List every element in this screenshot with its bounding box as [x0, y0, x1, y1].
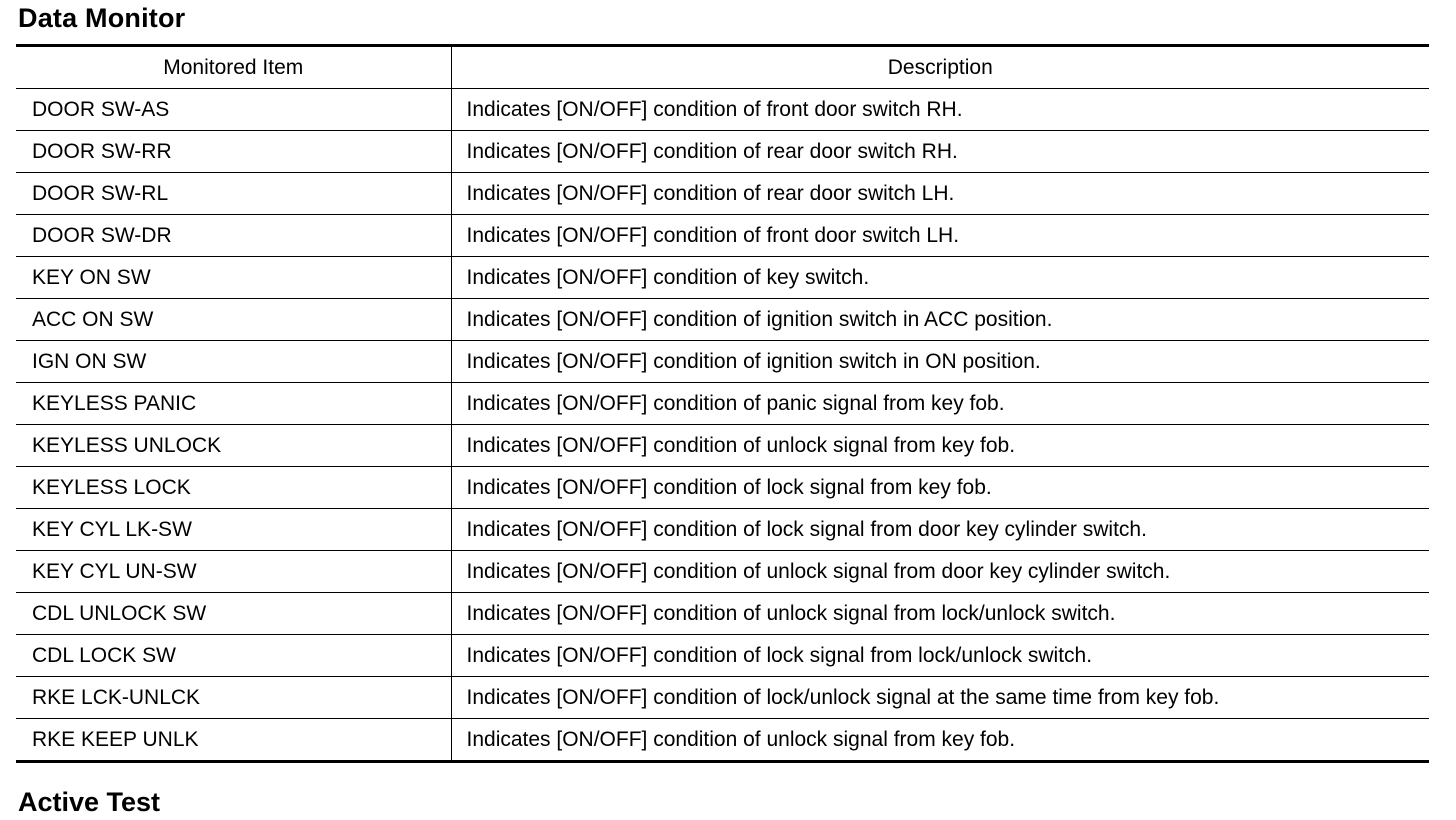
- description-cell: Indicates [ON/OFF] condition of ignition switch in ON position.: [451, 341, 1429, 383]
- monitored-item-cell: DOOR SW-AS: [16, 89, 451, 131]
- table-row: [16, 89, 1429, 131]
- table-body: [16, 89, 1429, 762]
- table-row: [16, 467, 1429, 509]
- header-monitored-item: Monitored Item: [16, 46, 451, 89]
- description-cell: Indicates [ON/OFF] condition of lock signal from key fob.: [451, 467, 1429, 509]
- description-cell: Indicates [ON/OFF] condition of panic signal from key fob.: [451, 383, 1429, 425]
- table-row: [16, 257, 1429, 299]
- table-row: [16, 719, 1429, 762]
- description-cell: Indicates [ON/OFF] condition of rear door switch RH.: [451, 131, 1429, 173]
- monitored-item-cell: ACC ON SW: [16, 299, 451, 341]
- description-cell: Indicates [ON/OFF] condition of unlock signal from key fob.: [451, 425, 1429, 467]
- description-cell: Indicates [ON/OFF] condition of lock signal from lock/unlock switch.: [451, 635, 1429, 677]
- description-cell: Indicates [ON/OFF] condition of ignition switch in ACC position.: [451, 299, 1429, 341]
- table-row: [16, 131, 1429, 173]
- monitored-item-cell: KEY CYL UN-SW: [16, 551, 451, 593]
- monitored-item-cell: RKE KEEP UNLK: [16, 719, 451, 762]
- monitored-item-cell: KEYLESS PANIC: [16, 383, 451, 425]
- monitored-item-cell: KEYLESS LOCK: [16, 467, 451, 509]
- monitored-item-cell: IGN ON SW: [16, 341, 451, 383]
- monitored-item-cell: RKE LCK-UNLCK: [16, 677, 451, 719]
- table-row: [16, 215, 1429, 257]
- monitored-item-cell: DOOR SW-RL: [16, 173, 451, 215]
- monitored-item-cell: KEYLESS UNLOCK: [16, 425, 451, 467]
- monitored-item-cell: DOOR SW-RR: [16, 131, 451, 173]
- table-row: [16, 593, 1429, 635]
- description-cell: Indicates [ON/OFF] condition of unlock signal from key fob.: [466, 727, 1016, 751]
- table-row: [16, 635, 1429, 677]
- next-section-title: Active Test: [18, 787, 161, 817]
- table-row: [16, 299, 1429, 341]
- monitored-item-cell: CDL UNLOCK SW: [16, 593, 451, 635]
- table-row: [16, 173, 1429, 215]
- table-header-row: [16, 46, 1429, 89]
- description-cell: Indicates [ON/OFF] condition of unlock signal from door key cylinder switch.: [451, 551, 1429, 593]
- table-row: [16, 425, 1429, 467]
- description-cell: Indicates [ON/OFF] condition of front door switch LH.: [451, 215, 1429, 257]
- table-row: [16, 341, 1429, 383]
- description-cell: Indicates [ON/OFF] condition of key switch.: [451, 257, 1429, 299]
- monitored-item-cell: DOOR SW-DR: [16, 215, 451, 257]
- monitored-item-cell: CDL LOCK SW: [16, 635, 451, 677]
- table-row: [16, 383, 1429, 425]
- description-cell: Indicates [ON/OFF] condition of rear door switch LH.: [451, 173, 1429, 215]
- monitored-item-cell: KEY CYL LK-SW: [16, 509, 451, 551]
- description-cell: Indicates [ON/OFF] condition of front door switch RH.: [451, 89, 1429, 131]
- section-title: Data Monitor: [18, 3, 186, 33]
- monitored-item-cell: KEY ON SW: [16, 257, 451, 299]
- table-row: [16, 509, 1429, 551]
- header-description: Description: [451, 46, 1429, 89]
- table-row: [16, 551, 1429, 593]
- data-monitor-table: [16, 44, 1429, 763]
- table-row: [16, 677, 1429, 719]
- description-cell: Indicates [ON/OFF] condition of lock signal from door key cylinder switch.: [451, 509, 1429, 551]
- description-cell: Indicates [ON/OFF] condition of unlock signal from lock/unlock switch.: [451, 593, 1429, 635]
- description-cell: Indicates [ON/OFF] condition of lock/unlock signal at the same time from key fob.: [451, 677, 1429, 719]
